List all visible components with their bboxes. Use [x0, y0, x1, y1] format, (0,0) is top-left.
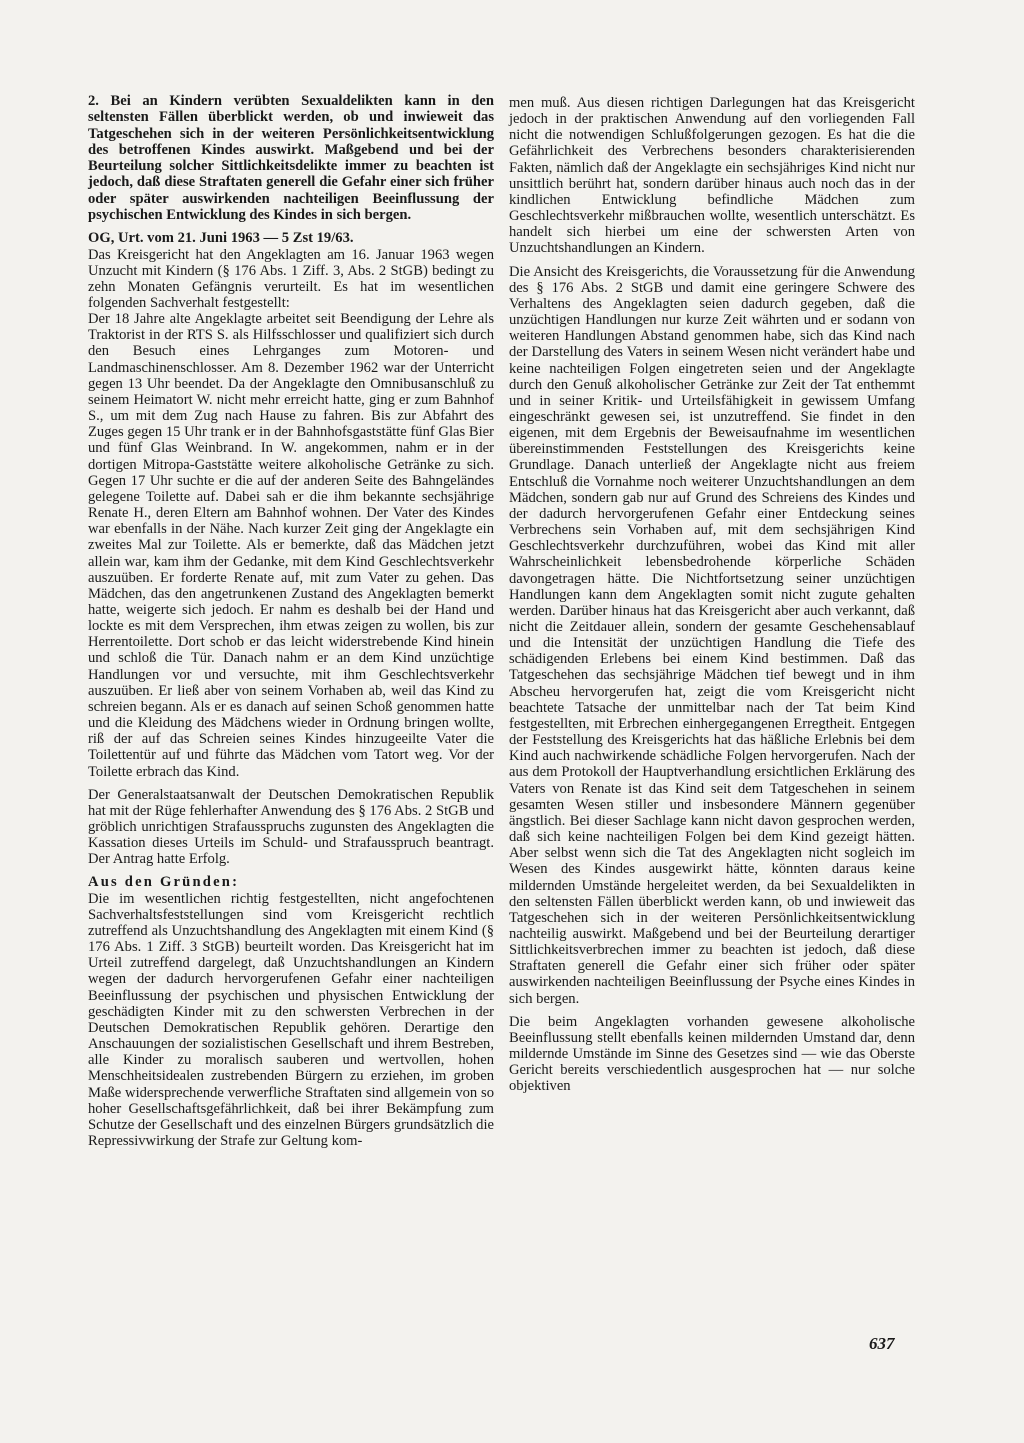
paragraph: Das Kreisgericht hat den Angeklagten am 16. Januar 1963 wegen Unzucht mit Kindern (§ 176 Abs. 1 Ziff. 3, Abs. 2 StGB) bedingt zu zehn Monaten Gefängnis verurteilt. Es hat im wesentlichen folgenden Sachverhalt festgestellt:: [88, 246, 494, 311]
paragraph: Der Generalstaatsanwalt der Deutschen Demokratischen Republik hat mit der Rüge fehlerhafter Anwendung des § 176 Abs. 2 StGB und gröblich unrichtigen Strafausspruchs zugunsten des Angeklagten die Kassation dieses Urteils im Schuld- und Strafausspruch beantragt. Der Antrag hatte Erfolg.: [88, 786, 494, 868]
paragraph: Die Ansicht des Kreisgerichts, die Voraussetzung für die Anwendung des § 176 Abs. 2 StGB und damit eine geringere Schwere des Verhaltens des Angeklagten seien dadurch gegeben, daß die unzüchtigen Handlungen nur kurze Zeit währten und er sodann von weiteren Handlungen Abstand genommen habe, sich das Kind nach der Darstellung des Vaters in seinem Wesen nicht verändert habe und keine nachteiligen Folgen eingetreten seien und der Angeklagte durch den Genuß alkoholischer Getränke zur Zeit der Tat enthemmt und in seiner Kritik- und Urteilsfähigkeit in gewissem Umfang eingeschränkt gewesen sei, ist unzutreffend. Sie findet in den eigenen, mit dem Ergebnis der Beweisaufnahme im wesentlichen übereinstimmenden Feststellungen des Kreisgerichts keine Grundlage. Danach unterließ der Angeklagte nicht aus freiem Entschluß die Vornahme noch weiterer Unzuchtshandlungen an dem Mädchen, sondern gab nur auf Grund des Schreiens des Kindes und der dadurch hervorgerufenen Gefahr einer Entdeckung seines Verbrechens sein Vorhaben auf, mit dem sechsjährigen Kind Geschlechtsverkehr durchzuführen, wobei das Kind mit aller Wahrscheinlichkeit lebensbedrohende körperliche Schäden davongetragen hätte. Die Nichtfortsetzung seiner unzüchtigen Handlungen kann dem Angeklagten somit nicht zugute gehalten werden. Darüber hinaus hat das Kreisgericht aber auch verkannt, daß nicht die Zeitdauer allein, sondern der gesamte Geschehensablauf und die Intensität der unzüchtigen Handlung die Tiefe des schädigenden Erlebens bei einem Kind bestimmen. Daß das Tatgeschehen das sechsjährige Mädchen tief bewegt und in ihm Abscheu hervorgerufen hat, zeigt die vom Kreisgericht nicht beachtete Tatsache der unmittelbar nach der Tat beim Kind festgestellten, mit Erbrechen einhergegangenen Erregtheit. Entgegen der Feststellung des Kreisgerichts hat das häßliche Erlebnis bei dem Kind auch nachwirkende schädliche Folgen hervorgerufen. Nach der aus dem Protokoll der Hauptverhandlung ersichtlichen Erklärung des Vaters von Renate ist das Kind seit dem Tatgeschehen in seinem gesamten Wesen stiller und insbesondere Männern gegenüber ängstlich. Bei dieser Sachlage kann nicht davon gesprochen werden, daß sich keine nachteiligen Folgen bei dem Kind gezeigt hätten. Aber selbst wenn sich die Tat des Angeklagten nicht sogleich im Wesen des Kindes ausgewirkt hätte, könnten daraus keine mildernden Umstände hergeleitet werden, da bei Sexualdelikten in den seltensten Fällen überblickt werden kann, ob und inwieweit das Tatgeschehen sich in der weiteren Persönlichkeitsentwicklung nachteilig auswirkt. Maßgebend und bei der Beurteilung derartiger Sittlichkeitsverbrechen immer zu beachten ist jedoch, daß diese Straftaten generell die Gefahr einer sich früher oder später auswirkenden nachteiligen Beeinflussung der Psyche eines Kindes in sich bergen.: [509, 263, 915, 1007]
paragraph: Die im wesentlichen richtig festgestellten, nicht angefochtenen Sachverhaltsfeststellungen sind vom Kreisgericht rechtlich zutreffend als Unzuchtshandlung des Angeklagten mit einem Kind (§ 176 Abs. 1 Ziff. 3 StGB) beurteilt worden. Das Kreisgericht hat im Urteil zutreffend dargelegt, daß Unzuchtshandlungen an Kindern wegen der dadurch hervorgerufenen Gefahr einer nachteiligen Beeinflussung der psychischen und physischen Entwicklung der geschädigten Kinder mit zu den schwersten Verbrechen in der Deutschen Demokratischen Republik gehören. Derartige den Anschauungen der sozialistischen Gesellschaft und ihrem Bestreben, alle Kinder zu moralisch sauberen und wertvollen, hohen Menschheitsidealen zustrebenden Bürgern zu erziehen, im groben Maße widersprechende verwerfliche Straftaten sind allgemein von so hoher Gesellschaftsgefährlichkeit, daß bei ihrer Bekämpfung zum Schutze der Gesellschaft und des einzelnen Bürgers grundsätzlich die Repressivwirkung der Strafe zur Geltung kom-: [88, 890, 494, 1149]
headnote: 2. Bei an Kindern verübten Sexualdelikten kann in den seltensten Fällen überblickt werden, ob und inwieweit das Tatgeschehen sich in der weiteren Persönlichkeitsentwicklung des betroffenen Kindes auswirkt. Maßgebend und bei der Beurteilung solcher Sittlichkeitsdelikte immer zu beachten ist jedoch, daß diese Straftaten generell die Gefahr einer sich früher oder später auswirkenden nachteiligen Beeinflussung der psychischen Entwicklung des Kindes in sich bergen.: [88, 93, 494, 224]
paragraph: men muß. Aus diesen richtigen Darlegungen hat das Kreisgericht jedoch in der praktischen Anwendung auf den vorliegenden Fall nicht die notwendigen Schlußfolgerungen gezogen. Es hat die die Gefährlichkeit des Verbrechens besonders charakterisierenden Fakten, nämlich daß der Angeklagte ein sechsjähriges Kind nicht nur unsittlich berührt hat, sondern darüber hinaus auch noch das in der kindlichen Entwicklung befindliche Mädchen zum Geschlechtsverkehr mißbrauchen wollte, wesentlich unterschätzt. Es handelt sich hierbei um eine der schwersten Arten von Unzuchtshandlungen an Kindern.: [509, 95, 915, 257]
paragraph: Die beim Angeklagten vorhanden gewesene alkoholische Beeinflussung stellt ebenfalls keinen mildernden Umstand dar, denn mildernde Umstände im Sinne des Gesetzes sind — wie das Oberste Gericht bereits verschiedentlich ausgesprochen hat — nur solche objektiven: [509, 1013, 915, 1095]
page-number: 637: [869, 1334, 895, 1353]
case-citation: OG, Urt. vom 21. Juni 1963 — 5 Zst 19/63.: [88, 230, 354, 247]
paragraph: Der 18 Jahre alte Angeklagte arbeitet seit Beendigung der Lehre als Traktorist in der RTS S. als Hilfsschlosser und qualifiziert sich durch den Besuch eines Lehrganges zum Motoren- und Landmaschinenschlosser. Am 8. Dezember 1962 war der Unterricht gegen 13 Uhr beendet. Da der Angeklagte den Omnibusanschluß zu seinem Heimatort W. nicht mehr erreicht hatte, ging er zum Bahnhof S., um mit dem Zug nach Hause zu fahren. Bis zur Abfahrt des Zuges gegen 15 Uhr trank er in der Bahnhofsgaststätte fünf Glas Bier und fünf Glas Weinbrand. In W. angekommen, nahm er in der dortigen Mitropa-Gaststätte weitere alkoholische Getränke zu sich. Gegen 17 Uhr suchte er die auf der anderen Seite des Bahngeländes gelegene Toilette auf. Dabei sah er die ihm bekannte sechsjährige Renate H., deren Eltern am Bahnhof wohnen. Der Vater des Kindes war ebenfalls in der Nähe. Nach kurzer Zeit ging der Angeklagte ein zweites Mal zur Toilette. Als er bemerkte, daß das Mädchen jetzt allein war, kam ihm der Gedanke, mit dem Kind Geschlechtsverkehr auszuüben. Er forderte Renate auf, mit zum Vater zu gehen. Das Mädchen, das den angetrunkenen Zustand des Angeklagten bemerkt hatte, weigerte sich jedoch. Er nahm es deshalb bei der Hand und lockte es mit dem Versprechen, ihm etwas zeigen zu wollen, bis zur Herrentoilette. Dort schob er das leicht widerstrebende Kind hinein und schloß die Tür. Danach nahm er an dem Kind unzüchtige Handlungen vor und versuchte, mit ihm Geschlechtsverkehr auszuüben. Er ließ aber von seinem Vorhaben ab, weil das Kind zu schreien begann. Als er es danach auf seinen Schoß genommen hatte und die Kleidung des Mädchens wieder in Ordnung bringen wollte, riß der auf das Schreien seines Kindes hinzugeeilte Vater die Toilettentür auf und führte das Mädchen vom Tatort weg. Vor der Toilette erbrach das Kind.: [88, 311, 494, 780]
section-heading: Aus den Gründen:: [88, 874, 240, 891]
right-column: [509, 95, 915, 1095]
left-column: [88, 93, 494, 1149]
